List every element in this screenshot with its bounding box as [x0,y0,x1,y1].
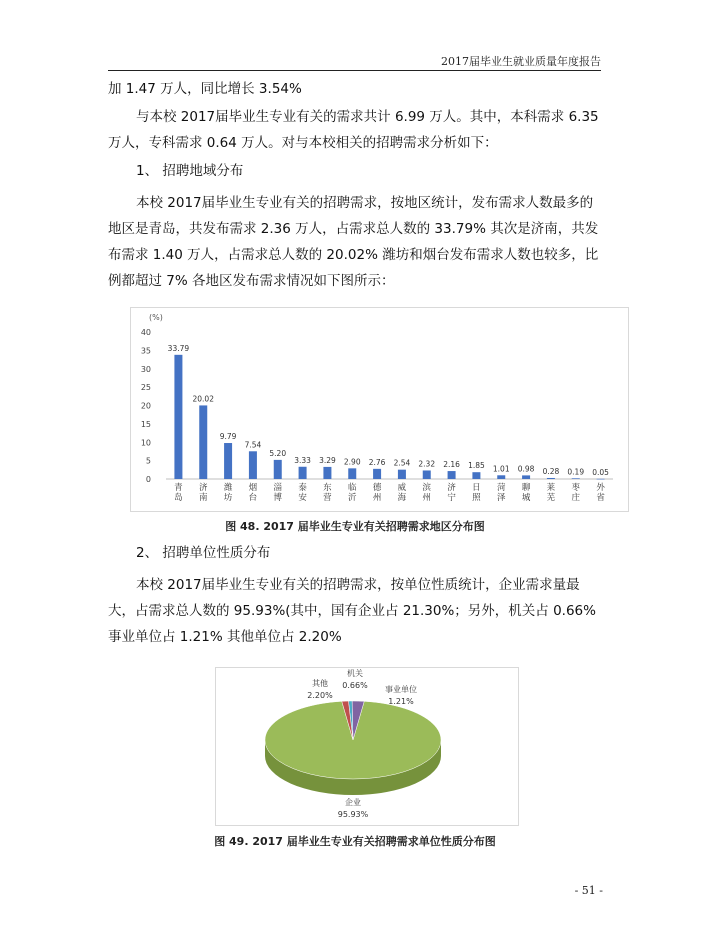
x-tick-label: 济 [447,483,456,493]
y-tick-label: 15 [140,419,151,429]
x-tick-label: 菏 [496,483,506,493]
paragraph-demand-total: 与本校 2017届毕业生专业有关的需求共计 6.99 万人。其中，本科需求 6.35 万人，专科需求 0.64 万人。对与本校相关的招聘需求分析如下： [108,109,599,151]
x-tick-label: 海 [397,493,407,503]
x-tick-label: 临 [347,483,357,493]
bar-value-label: 0.98 [517,464,535,474]
bar-value-label: 2.32 [418,459,436,469]
section-heading-unit: 2、 招聘单位性质分布 [136,545,271,561]
bar-value-label: 5.20 [269,448,287,458]
bar-value-label: 2.16 [443,460,460,470]
x-tick-label: 淄 [273,483,283,493]
bar-value-label: 33.79 [167,343,190,353]
x-tick-label: 沂 [347,493,357,503]
bar-value-label: 9.79 [219,432,237,442]
x-tick-label: 日 [472,483,481,493]
bar [497,475,505,479]
x-tick-label: 莱 [546,483,556,493]
x-tick-label: 安 [298,493,307,503]
page-header [108,50,601,71]
bar-value-label: 2.90 [343,457,361,467]
bar [249,451,257,479]
y-tick-label: 10 [140,438,151,448]
x-tick-label: 枣 [571,483,581,493]
slice-value-label: 0.66% [342,681,368,690]
slice-name-label: 其他 [312,679,328,688]
x-tick-label: 泰 [298,483,307,493]
slice-name-label: 机关 [347,669,363,678]
report-title: 2017届毕业生就业质量年度报告 [441,55,601,68]
y-tick-label: 0 [145,475,151,484]
bar-value-label: 2.54 [393,458,411,468]
bar [597,479,605,480]
bar-value-label: 0.19 [567,467,585,477]
bar-value-label: 20.02 [192,394,214,404]
bar [373,469,381,479]
slice-value-label: 95.93% [337,810,369,819]
bar [572,478,580,479]
bar [199,405,207,479]
paragraph-unit: 本校 2017届毕业生专业有关的招聘需求，按单位性质统计，企业需求量最大，占需求总人数的 95.93%(其中，国有企业占 21.30%；另外，机关占 0.66% 事业单位占 1.21% 其他单位占 2.20% [108,577,596,645]
x-tick-label: 青 [174,483,183,493]
bar [274,460,282,479]
y-tick-label: 25 [140,383,151,393]
region-bar-chart [130,307,629,512]
bar-value-label: 0.05 [592,467,609,477]
figure-49-caption: 图 49. 2017 届毕业生专业有关招聘需求单位性质分布图 [214,835,496,848]
paragraph-growth: 加 1.47 万人，同比增长 3.54% [108,81,302,97]
x-tick-label: 庄 [571,493,581,503]
x-tick-label: 威 [397,483,407,493]
unit-pie-chart-svg [216,668,518,825]
bar [348,468,356,479]
y-tick-label: 20 [140,401,151,411]
bar [323,467,331,479]
x-tick-label: 省 [596,493,605,503]
x-tick-label: 济 [198,483,208,493]
y-tick-label: 40 [140,328,151,337]
x-tick-label: 聊 [521,483,531,493]
x-tick-label: 芜 [546,493,556,503]
bar [448,471,456,479]
bar [423,470,431,479]
bar-value-label: 3.29 [319,455,336,465]
x-tick-label: 照 [472,493,481,503]
bar-value-label: 7.54 [244,440,262,450]
paragraph-region: 本校 2017届毕业生专业有关的招聘需求，按地区统计，发布需求人数最多的地区是青岛，共发布需求 2.36 万人，占需求总人数的 33.79% 其次是济南，共发布需求 1.40 万人，占需求总人数的 20.02% 潍坊和烟台发布需求人数也较多，比例都超过 7% 各地区发布需求情况如下图所示： [108,195,599,289]
bar [224,443,232,479]
x-tick-label: 潍 [223,483,233,493]
bar [398,470,406,479]
x-tick-label: 宁 [447,493,456,503]
x-tick-label: 博 [273,493,283,503]
bar-value-label: 0.28 [542,466,560,476]
x-tick-label: 外 [596,483,605,493]
x-tick-label: 泽 [496,493,506,503]
bar-value-label: 1.01 [492,464,510,474]
x-tick-label: 滨 [422,483,432,493]
section-heading-region: 1、 招聘地域分布 [136,163,244,179]
x-tick-label: 烟 [248,483,258,493]
bar [174,355,182,479]
x-tick-label: 南 [198,493,208,503]
x-tick-label: 东 [323,483,332,493]
bar-value-label: 3.33 [294,455,311,465]
unit-pie-chart [215,667,519,826]
bar-value-label: 2.76 [368,457,386,467]
bar [522,475,530,479]
x-tick-label: 德 [372,483,382,493]
figure-48-caption: 图 48. 2017 届毕业生专业有关招聘需求地区分布图 [225,520,485,533]
x-tick-label: 州 [422,493,432,503]
x-tick-label: 营 [323,493,332,503]
page-number: - 51 - [574,884,603,897]
slice-value-label: 2.20% [307,691,333,700]
y-axis-unit-label: (%) [149,313,163,322]
slice-name-label: 企业 [345,798,361,807]
bar-value-label: 1.85 [468,461,485,471]
slice-name-label: 事业单位 [385,685,417,694]
x-tick-label: 台 [248,493,258,503]
y-tick-label: 30 [140,364,151,374]
region-bar-chart-svg [131,308,628,511]
x-tick-label: 城 [521,493,531,503]
x-tick-label: 坊 [223,493,233,503]
bar [472,472,480,479]
x-tick-label: 州 [372,493,382,503]
y-tick-label: 35 [140,346,151,356]
bar [547,478,555,479]
y-tick-label: 5 [145,456,151,466]
bar [299,467,307,479]
slice-value-label: 1.21% [388,697,414,706]
x-tick-label: 岛 [174,493,183,503]
